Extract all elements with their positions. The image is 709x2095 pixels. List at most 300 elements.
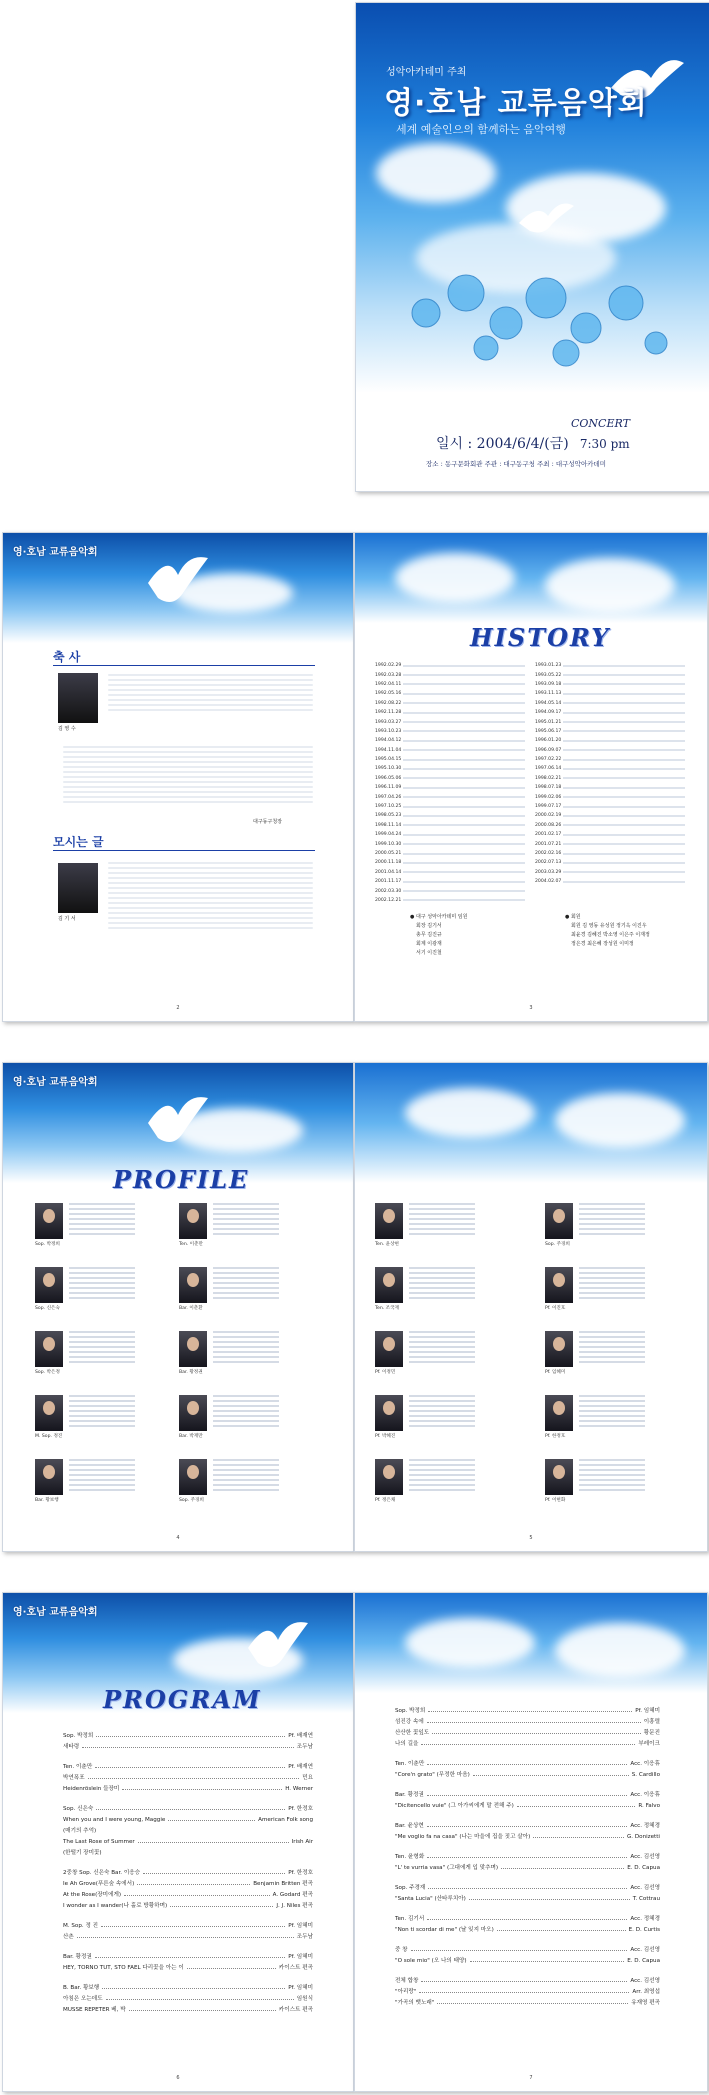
- profile-caption: Pf. 박혜진: [375, 1434, 396, 1439]
- program-group: [395, 1818, 660, 1840]
- profile-photo: [35, 1203, 63, 1239]
- history-row: [375, 746, 525, 755]
- history-event: [563, 815, 685, 817]
- history-date: 2002.03.30: [375, 888, 402, 894]
- history-row: [375, 849, 525, 858]
- program-row: [395, 1725, 660, 1736]
- leader-dots: [427, 1764, 627, 1765]
- history-right-list: [535, 661, 685, 886]
- profile-page-left: [2, 1062, 354, 1552]
- history-date: 1993.11.13: [535, 691, 562, 697]
- history-event: [403, 853, 525, 855]
- history-date: 1992.02.29: [375, 663, 402, 669]
- profile-card: [545, 1267, 645, 1315]
- program-item: Bar. 윤상현: [395, 1823, 424, 1829]
- leader-dots: [122, 1789, 282, 1790]
- profile-caption: Sop. 박정희: [35, 1242, 60, 1247]
- program-credit: J. J. Niles 편곡: [276, 1903, 313, 1909]
- profile-bio: [409, 1331, 475, 1366]
- program-row: [63, 1918, 313, 1929]
- program-credit: Pf. 임혜미: [288, 1923, 313, 1929]
- header-tag: 영·호남 교류음악회: [13, 1607, 98, 1618]
- program-row: [63, 1949, 313, 1960]
- program-item: 2중창 Sop. 신은숙 Bar. 이응승: [63, 1870, 141, 1876]
- leader-dots: [138, 1842, 289, 1843]
- profile-caption: M. Sop. 정진: [35, 1434, 63, 1439]
- profile-photo: [375, 1459, 403, 1495]
- program-credit: Acc. 김선영: [630, 1854, 660, 1860]
- program-group: [395, 1756, 660, 1778]
- history-row: [535, 849, 685, 858]
- program-group: [395, 1787, 660, 1809]
- profile-bio: [69, 1267, 135, 1302]
- history-row: [535, 717, 685, 726]
- leader-dots: [106, 1999, 294, 2000]
- history-row: [535, 680, 685, 689]
- history-date: 2004.02.07: [535, 879, 562, 885]
- program-item: Sop. 박정희: [63, 1733, 94, 1739]
- program-item: When you and I were young, Maggie: [63, 1817, 166, 1823]
- history-row: [535, 755, 685, 764]
- program-credit: Pf. 배재연: [288, 1764, 313, 1770]
- program-row: [63, 1980, 313, 1991]
- history-event: [403, 759, 525, 761]
- program-row: [63, 1759, 313, 1770]
- box-line: 최윤경 김혜진 박소영 이은주 이재정: [571, 932, 650, 938]
- history-date: 1994.05.14: [535, 700, 562, 706]
- person-photo: [58, 673, 98, 723]
- history-date: 1993.03.27: [375, 719, 402, 725]
- program-item: B. Bar. 황보행: [63, 1985, 100, 1991]
- profile-caption: Sop. 박은정: [35, 1370, 60, 1375]
- profile-card: [179, 1459, 279, 1507]
- leader-dots: [421, 1981, 627, 1982]
- history-row: [535, 811, 685, 820]
- program-credit: A. Godard 편곡: [272, 1892, 313, 1898]
- program-credit: Pf. 배재연: [288, 1733, 313, 1739]
- program-credit: Acc. 정혜경: [630, 1916, 660, 1922]
- history-date: 1998.07.18: [535, 785, 562, 791]
- history-row: [375, 661, 525, 670]
- program-row: [395, 1860, 660, 1871]
- leader-dots: [95, 1957, 285, 1958]
- history-page: [354, 532, 708, 1022]
- program-page-right: [354, 1592, 708, 2092]
- leader-dots: [101, 1926, 285, 1927]
- profile-photo: [545, 1395, 573, 1431]
- profile-bio: [69, 1203, 135, 1238]
- profile-card: [179, 1267, 279, 1315]
- history-event: [563, 768, 685, 770]
- program-credit: Acc. 김선영: [630, 1947, 660, 1953]
- box-line: 회원 김 영동 유성원 정기옥 이진우: [571, 923, 647, 929]
- program-row: [63, 1991, 313, 2002]
- leader-dots: [168, 1820, 255, 1821]
- history-row: [535, 821, 685, 830]
- history-date: 1998.11.14: [375, 822, 402, 828]
- history-row: [375, 886, 525, 895]
- program-row: [395, 1829, 660, 1840]
- venue-text: 장소 : 동구문화회관 주관 : 대구동구청 주최 : 대구성악아카데미: [426, 460, 607, 468]
- profile-bio: [409, 1203, 475, 1238]
- history-row: [375, 774, 525, 783]
- profile-bio: [409, 1395, 475, 1430]
- program-row: [395, 1891, 660, 1902]
- program-credit: H. Werner: [285, 1786, 313, 1792]
- history-event: [563, 824, 685, 826]
- program-item: 산산한 꽃잎도: [395, 1730, 430, 1736]
- leader-dots: [77, 1937, 294, 1938]
- program-item: 섬진강 속에: [395, 1719, 424, 1725]
- history-row: [535, 839, 685, 848]
- history-date: 1997.06.14: [535, 766, 562, 772]
- profile-photo: [179, 1203, 207, 1239]
- leader-dots: [497, 1930, 626, 1931]
- program-credit: Pf. 임혜미: [288, 1954, 313, 1960]
- history-date: 2001.07.21: [535, 841, 562, 847]
- officers-box: [410, 913, 510, 958]
- history-event: [403, 815, 525, 817]
- program-row: [63, 1887, 313, 1898]
- history-date: 2000.08.26: [535, 822, 562, 828]
- history-date: 1999.02.06: [535, 794, 562, 800]
- profile-caption: Bar. 황정권: [179, 1370, 203, 1375]
- program-row: [63, 1728, 313, 1739]
- program-item: "가곡의 뱃노래": [395, 2000, 435, 2006]
- history-event: [563, 871, 685, 873]
- leader-dots: [427, 1919, 627, 1920]
- program-item: Bar. 황정권: [63, 1954, 92, 1960]
- person-photo: [58, 863, 98, 913]
- history-event: [563, 674, 685, 676]
- history-row: [535, 774, 685, 783]
- leader-dots: [428, 1711, 632, 1712]
- profile-caption: Pf. 이현화: [545, 1498, 566, 1503]
- profile-bio: [409, 1267, 475, 1302]
- program-item: Ie Ah Grove(푸른숲 속에서): [63, 1881, 135, 1887]
- leader-dots: [427, 1795, 628, 1796]
- history-event: [403, 834, 525, 836]
- profile-bio: [69, 1331, 135, 1366]
- history-event: [403, 806, 525, 808]
- history-date: 1998.02.21: [535, 775, 562, 781]
- history-row: [535, 830, 685, 839]
- program-row: [395, 1942, 660, 1953]
- program-item: At the Rose(장미에게): [63, 1892, 122, 1898]
- history-row: [535, 868, 685, 877]
- leader-dots: [517, 1806, 636, 1807]
- program-group: [395, 1942, 660, 1964]
- program-item: Heidenröslein 들장미: [63, 1786, 120, 1792]
- profile-photo: [35, 1331, 63, 1367]
- history-date: 1993.01.23: [535, 663, 562, 669]
- history-date: 1997.02.22: [535, 757, 562, 763]
- person-caption-2: 김 기 서: [58, 916, 76, 922]
- members-title: ● 회원: [565, 914, 581, 920]
- history-event: [563, 665, 685, 667]
- program-credit: Pf. 한정호: [288, 1870, 313, 1876]
- program-row: [395, 1714, 660, 1725]
- history-date: 1993.05.22: [535, 672, 562, 678]
- history-left-list: [375, 661, 525, 905]
- history-date: 1999.10.30: [375, 841, 402, 847]
- program-row: [63, 1812, 313, 1823]
- profile-bio: [69, 1395, 135, 1430]
- history-date: 2000.05.21: [375, 851, 402, 856]
- program-row: [63, 1739, 313, 1750]
- history-date: 1994.09.17: [535, 710, 562, 716]
- program-credit: G. Donizetti: [626, 1834, 660, 1840]
- program-item: 산촌: [63, 1934, 74, 1940]
- history-date: 1994.04.12: [375, 738, 402, 744]
- history-date: 1999.07.17: [535, 804, 562, 810]
- greeting-text-2: [63, 743, 313, 806]
- program-item: I wonder as I wander(나 홀로 방황하며): [63, 1903, 168, 1909]
- history-title: HISTORY: [470, 623, 611, 652]
- program-item: Sop. 신은숙: [63, 1806, 94, 1812]
- greeting-text-3: [108, 859, 313, 932]
- history-event: [403, 787, 525, 789]
- program-item: 박연폭포: [63, 1775, 85, 1781]
- concert-label: CONCERT: [571, 417, 630, 430]
- profile-card: [545, 1459, 645, 1507]
- greeting-text-1: [108, 671, 313, 714]
- history-event: [403, 768, 525, 770]
- program-group: [395, 1703, 660, 1747]
- history-row: [535, 708, 685, 717]
- history-row: [375, 821, 525, 830]
- leader-dots: [96, 1736, 285, 1737]
- profile-photo: [545, 1331, 573, 1367]
- history-row: [535, 802, 685, 811]
- program-row: [395, 1973, 660, 1984]
- crystal-balls-image: [386, 253, 686, 373]
- leader-dots: [102, 1988, 285, 1989]
- cover-subtitle: 세계 예술인으의 함께하는 음악여행: [396, 123, 566, 136]
- history-date: 1996.05.06: [375, 775, 402, 781]
- profile-bio: [213, 1459, 279, 1494]
- program-item: Ten. 이춘만: [63, 1764, 93, 1770]
- officers-title: ● 대구 성악아카데미 임원: [410, 914, 468, 920]
- program-row: [395, 1798, 660, 1809]
- profile-card: [179, 1331, 279, 1379]
- profile-photo: [545, 1203, 573, 1239]
- history-row: [375, 736, 525, 745]
- history-row: [375, 896, 525, 905]
- profile-photo: [545, 1267, 573, 1303]
- program-item: 나의 길을: [395, 1741, 419, 1747]
- history-row: [375, 830, 525, 839]
- history-event: [403, 899, 525, 901]
- program-item: Sop. 주경재: [395, 1885, 426, 1891]
- profile-bio: [213, 1331, 279, 1366]
- history-event: [403, 730, 525, 732]
- box-line: 회장 김기서: [416, 923, 442, 929]
- box-line: 총무 김진규: [416, 932, 442, 938]
- program-row: [395, 1703, 660, 1714]
- profile-card: [375, 1203, 475, 1251]
- history-event: [403, 749, 525, 751]
- profile-card: [545, 1395, 645, 1443]
- profile-photo: [545, 1459, 573, 1495]
- history-row: [375, 708, 525, 717]
- history-row: [535, 670, 685, 679]
- history-date: 1992.05.16: [375, 691, 402, 697]
- program-row: [63, 1898, 313, 1909]
- history-event: [563, 881, 685, 883]
- program-row: [63, 1929, 313, 1940]
- history-date: 1995.06.17: [535, 728, 562, 734]
- history-event: [563, 759, 685, 761]
- profile-card: [375, 1331, 475, 1379]
- program-item: M. Sop. 정 진: [63, 1923, 99, 1929]
- page-number: 2: [176, 1005, 180, 1011]
- leader-dots: [419, 1992, 629, 1993]
- program-row: [395, 1922, 660, 1933]
- program-group: [395, 1849, 660, 1871]
- history-date: 1995.04.15: [375, 757, 402, 763]
- header-tag: 영·호남 교류음악회: [13, 1077, 98, 1088]
- history-row: [535, 736, 685, 745]
- history-event: [563, 843, 685, 845]
- profile-photo: [375, 1395, 403, 1431]
- history-date: 1996.11.09: [375, 785, 402, 791]
- leader-dots: [82, 1747, 294, 1748]
- members-box: [565, 913, 685, 949]
- history-event: [563, 862, 685, 864]
- history-row: [375, 802, 525, 811]
- history-row: [535, 783, 685, 792]
- program-credit: 유재영 편곡: [631, 2000, 660, 2006]
- greeting-title-1: 축 사: [53, 650, 81, 664]
- profile-bio: [69, 1459, 135, 1494]
- profile-card: [545, 1331, 645, 1379]
- history-date: 2002.12.21: [375, 897, 402, 903]
- profile-title: PROFILE: [113, 1165, 250, 1194]
- program-row: [63, 2002, 313, 2013]
- page-number: 3: [529, 1005, 533, 1011]
- history-event: [403, 881, 525, 883]
- leader-dots: [129, 2010, 276, 2011]
- leader-dots: [421, 1744, 635, 1745]
- leader-dots: [501, 1868, 624, 1869]
- leader-dots: [533, 1837, 624, 1838]
- program-credit: Irish Air: [291, 1839, 313, 1845]
- history-row: [375, 783, 525, 792]
- box-line: 서기 이진철: [416, 950, 442, 956]
- history-date: 1999.04.24: [375, 832, 402, 838]
- history-event: [403, 871, 525, 873]
- program-row: [63, 1770, 313, 1781]
- history-row: [375, 670, 525, 679]
- leader-dots: [411, 1950, 628, 1951]
- dove-icon: [243, 1618, 313, 1678]
- program-group: [63, 1728, 313, 1750]
- profile-card: [179, 1203, 279, 1251]
- program-row: [63, 1876, 313, 1887]
- history-event: [403, 777, 525, 779]
- program-group: [63, 1865, 313, 1909]
- program-credit: Pf. 임혜미: [635, 1708, 660, 1714]
- profile-card: [35, 1459, 135, 1507]
- history-event: [563, 853, 685, 855]
- program-row: [63, 1834, 313, 1845]
- program-group: [395, 1911, 660, 1933]
- history-row: [375, 811, 525, 820]
- history-row: [535, 746, 685, 755]
- profile-card: [375, 1459, 475, 1507]
- history-date: 2000.02.19: [535, 813, 562, 819]
- dove-icon: [143, 1093, 213, 1153]
- program-credit: 조두남: [296, 1744, 313, 1750]
- program-item: Ten. 윤형화: [395, 1854, 425, 1860]
- profile-caption: Pf. 정은채: [375, 1498, 396, 1503]
- page-number: 6: [176, 2075, 180, 2081]
- program-credit: Benjamin Britten 편곡: [253, 1881, 313, 1887]
- leader-dots: [187, 1968, 276, 1969]
- program-item: "Santa Lucia" (산타루치아): [395, 1896, 466, 1902]
- history-row: [375, 755, 525, 764]
- program-row: [395, 1818, 660, 1829]
- program-item: (매기의 추억): [63, 1828, 97, 1834]
- history-event: [563, 702, 685, 704]
- program-page-left: [2, 1592, 354, 2092]
- history-date: 2001.11.17: [375, 879, 402, 885]
- leader-dots: [96, 1809, 285, 1810]
- box-line: 정은경 최은혜 장성원 이미정: [571, 941, 634, 947]
- program-credit: Acc. 이응휴: [630, 1761, 660, 1767]
- profile-bio: [213, 1395, 279, 1430]
- program-credit: Acc. 이응휴: [630, 1792, 660, 1798]
- program-item: HEY, TORNO TUT, STO FAEL 다리꽃을 아는 이: [63, 1965, 184, 1971]
- program-row: [395, 1767, 660, 1778]
- profile-caption: Sop. 신은숙: [35, 1306, 60, 1311]
- program-credit: 민요: [302, 1775, 313, 1781]
- profile-bio: [579, 1267, 645, 1302]
- program-item: Ten. 이춘만: [395, 1761, 425, 1767]
- history-event: [403, 712, 525, 714]
- program-row: [395, 1995, 660, 2006]
- history-event: [403, 693, 525, 695]
- program-row: [395, 1953, 660, 1964]
- history-event: [403, 824, 525, 826]
- program-item: "L' te vurria vasa" (그대에게 입 맞추며): [395, 1865, 499, 1871]
- history-row: [535, 727, 685, 736]
- program-row: [63, 1823, 313, 1834]
- program-credit: E. D. Capua: [627, 1865, 660, 1871]
- program-row: [395, 1736, 660, 1747]
- history-row: [375, 689, 525, 698]
- date-text: 일시 : 2004/6/4/(금): [436, 436, 569, 452]
- program-item: The Last Rose of Summer: [63, 1839, 135, 1845]
- history-date: 1995.01.21: [535, 719, 562, 725]
- profile-photo: [179, 1331, 207, 1367]
- concert-date: [436, 433, 630, 453]
- program-credit: E. D. Capua: [627, 1958, 660, 1964]
- program-item: 중 창: [395, 1947, 408, 1953]
- greeting-page: [2, 532, 354, 1022]
- history-event: [403, 665, 525, 667]
- program-row: [63, 1801, 313, 1812]
- history-event: [563, 721, 685, 723]
- program-credit: American Folk song: [258, 1817, 313, 1823]
- program-group: [395, 1880, 660, 1902]
- leader-dots: [432, 1733, 641, 1734]
- program-group: [395, 1973, 660, 2006]
- dove-icon: [143, 553, 213, 613]
- history-row: [375, 764, 525, 773]
- leader-dots: [88, 1778, 300, 1779]
